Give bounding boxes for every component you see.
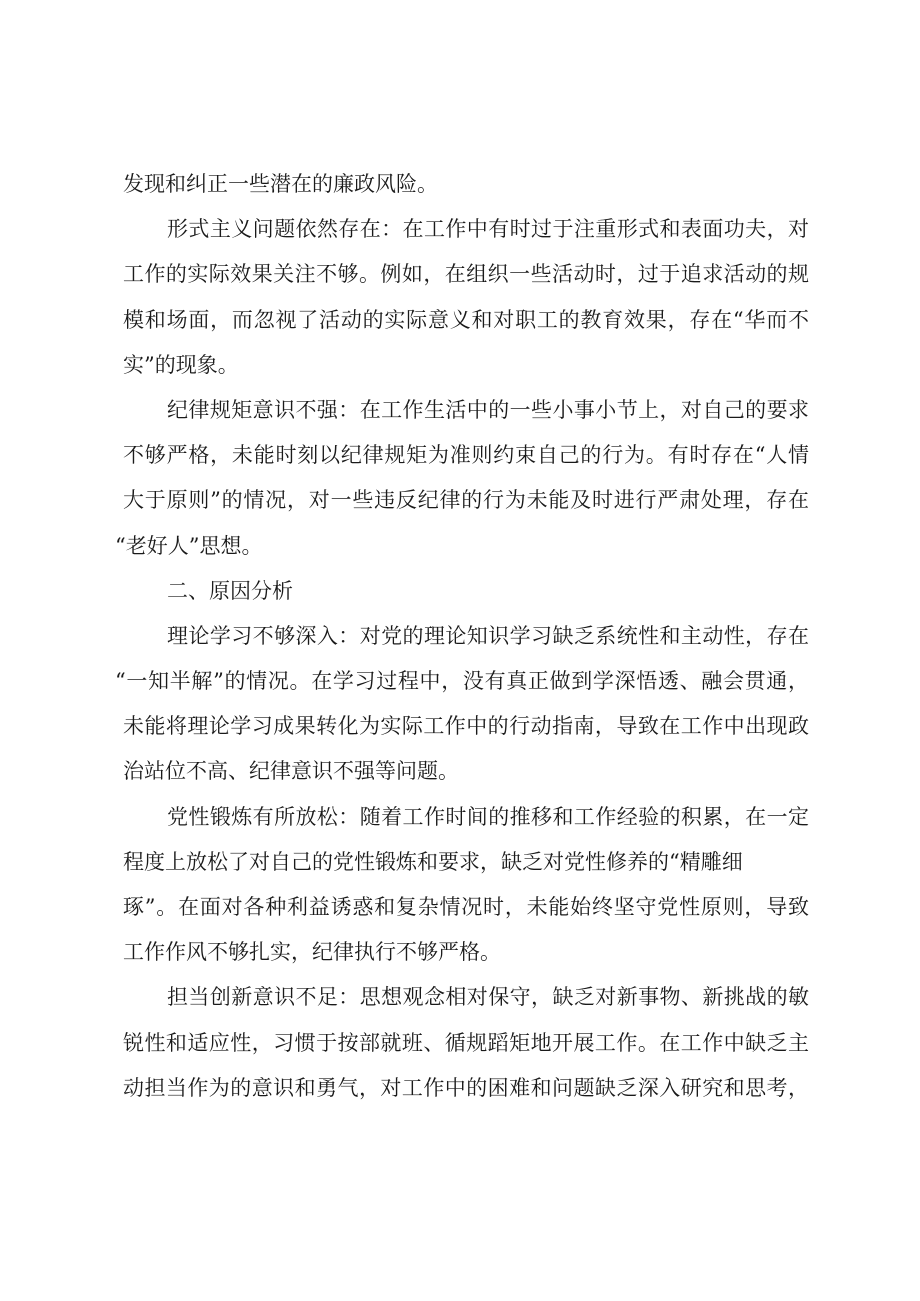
paragraph-line: “老好人”思想。 <box>115 533 263 558</box>
paragraph-line: 实”的现象。 <box>123 352 239 377</box>
paragraph-line: 琢”。在面对各种利益诱惑和复杂情况时，未能始终坚守党性原则，导致 <box>123 895 809 919</box>
paragraph-line: 大于原则”的情况，对一些违反纪律的行为未能及时进行严肃处理，存在 <box>123 488 809 513</box>
paragraph-line: 形式主义问题依然存在：在工作中有时过于注重形式和表面功夫，对 <box>167 217 809 242</box>
paragraph-line: 治站位不高、纪律意识不强等问题。 <box>123 759 459 784</box>
paragraph-line: 动担当作为的意识和勇气，对工作中的困难和问题缺乏深入研究和思考， <box>123 1075 809 1100</box>
paragraph-line: 未能将理论学习成果转化为实际工作中的行动指南，导致在工作中出现政 <box>123 714 809 739</box>
document-body <box>115 166 809 1115</box>
paragraph-line: 锐性和适应性，习惯于按部就班、循规蹈矩地开展工作。在工作中缺乏主 <box>123 1030 809 1055</box>
paragraph-line: 工作作风不够扎实，纪律执行不够严格。 <box>123 940 501 965</box>
paragraph-line: 纪律规矩意识不强：在工作生活中的一些小事小节上，对自己的要求 <box>167 397 809 422</box>
paragraph-line: 模和场面，而忽视了活动的实际意义和对职工的教育效果，存在“华而不 <box>123 307 809 332</box>
paragraph-line: 工作的实际效果关注不够。例如，在组织一些活动时，过于追求活动的规 <box>123 262 809 287</box>
paragraph-line: 程度上放松了对自己的党性锻炼和要求，缺乏对党性修养的“精雕细 <box>123 849 743 874</box>
paragraph-line: 理论学习不够深入：对党的理论知识学习缺乏系统性和主动性，存在 <box>167 623 809 648</box>
paragraph-line: “一知半解”的情况。在学习过程中，没有真正做到学深悟透、融会贯通， <box>115 669 809 694</box>
paragraph-line: 发现和纠正一些潜在的廉政风险。 <box>123 172 438 196</box>
paragraph-line: 担当创新意识不足：思想观念相对保守，缺乏对新事物、新挑战的敏 <box>167 985 809 1010</box>
paragraph-line: 不够严格，未能时刻以纪律规矩为准则约束自己的行为。有时存在“人情 <box>123 443 809 468</box>
section-heading: 二、原因分析 <box>167 578 293 603</box>
paragraph-line: 党性锻炼有所放松：随着工作时间的推移和工作经验的积累，在一定 <box>167 804 809 829</box>
